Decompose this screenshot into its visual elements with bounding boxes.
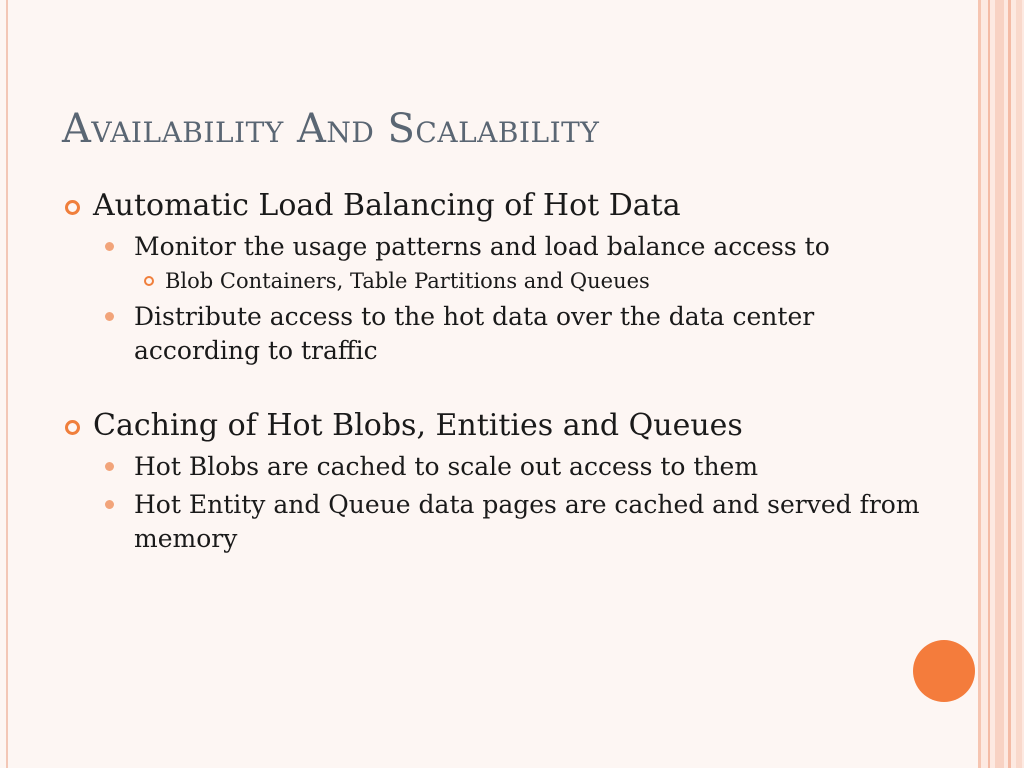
dot-bullet-icon xyxy=(105,242,114,251)
bullet-text: Monitor the usage patterns and load balance access to xyxy=(134,232,830,261)
stripe xyxy=(988,0,990,768)
bullet-text: Automatic Load Balancing of Hot Data xyxy=(93,188,681,223)
bullet-level2 xyxy=(62,230,942,264)
slide-title: Availability And Scalability xyxy=(62,106,600,152)
section-gap xyxy=(62,368,942,406)
stripe xyxy=(978,0,981,768)
bullet-text: Hot Blobs are cached to scale out access to them xyxy=(134,452,759,481)
bullet-text: Caching of Hot Blobs, Entities and Queues xyxy=(93,408,743,443)
bullet-text: Blob Containers, Table Partitions and Queues xyxy=(165,269,650,293)
right-decorative-stripes xyxy=(978,0,1024,768)
dot-bullet-icon xyxy=(105,462,114,471)
bullet-text: Hot Entity and Queue data pages are cached and served from memory xyxy=(134,490,920,553)
stripe xyxy=(995,0,1004,768)
ring-bullet-icon xyxy=(144,276,154,286)
bullet-level2 xyxy=(62,488,942,556)
ring-bullet-icon xyxy=(65,200,80,215)
stripe xyxy=(1008,0,1011,768)
slide-body xyxy=(62,186,942,556)
bullet-level1 xyxy=(62,406,942,446)
ring-bullet-icon xyxy=(65,420,80,435)
decorative-orange-circle xyxy=(913,640,975,702)
bullet-level2 xyxy=(62,450,942,484)
bullet-text: Distribute access to the hot data over the data center according to traffic xyxy=(134,302,815,365)
dot-bullet-icon xyxy=(105,312,114,321)
left-border-rule xyxy=(6,0,8,768)
stripe xyxy=(1016,0,1022,768)
bullet-level3 xyxy=(62,266,942,296)
bullet-level1 xyxy=(62,186,942,226)
bullet-level2 xyxy=(62,300,942,368)
dot-bullet-icon xyxy=(105,500,114,509)
